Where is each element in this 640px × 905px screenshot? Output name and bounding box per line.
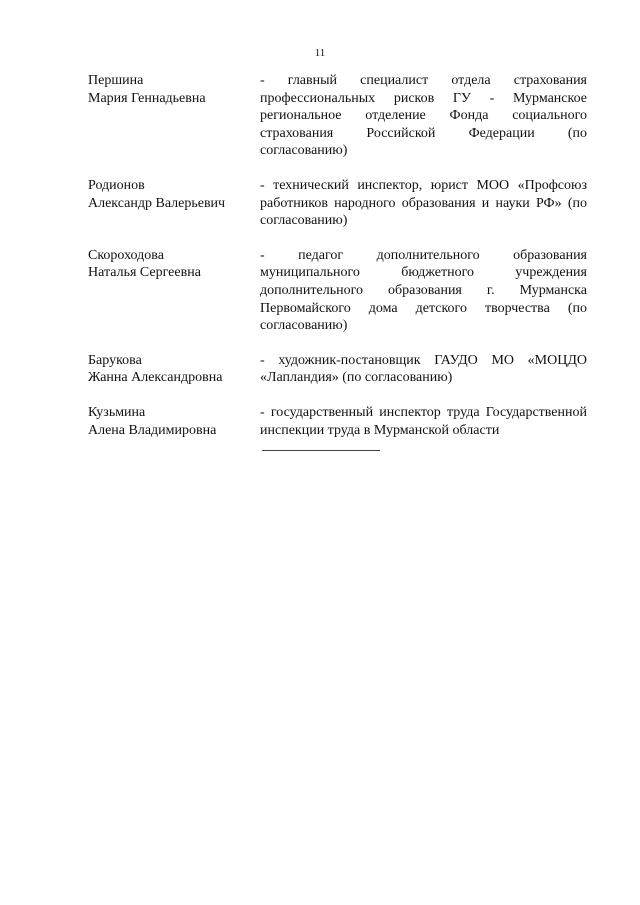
member-position: - педагог дополнительного образования муниципального бюджетного учреждения дополнительного образования г. Мурманска Первомайского дома детского творчества (по согласованию) [260,247,587,334]
member-name [88,352,260,387]
member-given-names: Наталья Сергеевна [88,265,201,281]
member-list [88,72,588,456]
member-surname: Барукова [88,352,142,368]
member-position: - главный специалист отдела страхования профессиональных рисков ГУ - Мурманское региональное отделение Фонда социального страхования Российской Федерации (по согласованию) [260,73,587,159]
member-entry [88,352,588,387]
member-surname: Родионов [88,177,145,193]
member-position: - технический инспектор, юрист МОО «Профсоюз работников народного образования и науки РФ» (по согласованию) [260,177,587,229]
member-position: - государственный инспектор труда Государственной инспекции труда в Мурманской области [260,404,587,438]
member-given-names: Александр Валерьевич [88,195,226,211]
member-surname: Кузьмина [88,404,146,420]
member-entry [88,404,588,439]
member-surname: Скороходова [88,247,164,263]
member-surname: Першина [88,73,144,88]
member-name [88,247,260,335]
member-name [88,404,260,439]
end-of-list-rule [262,450,380,451]
member-name [88,72,260,160]
member-given-names: Жанна Александровна [88,370,223,386]
member-entry [88,247,588,335]
member-given-names: Алена Владимировна [88,422,217,438]
member-given-names: Мария Геннадьевна [88,90,206,106]
member-name [88,177,260,230]
page-number: 11 [314,47,326,59]
member-entry [88,177,588,230]
member-position: - художник-постановщик ГАУДО МО «МОЦДО «Лапландия» (по согласованию) [260,352,587,386]
member-entry [88,72,588,160]
